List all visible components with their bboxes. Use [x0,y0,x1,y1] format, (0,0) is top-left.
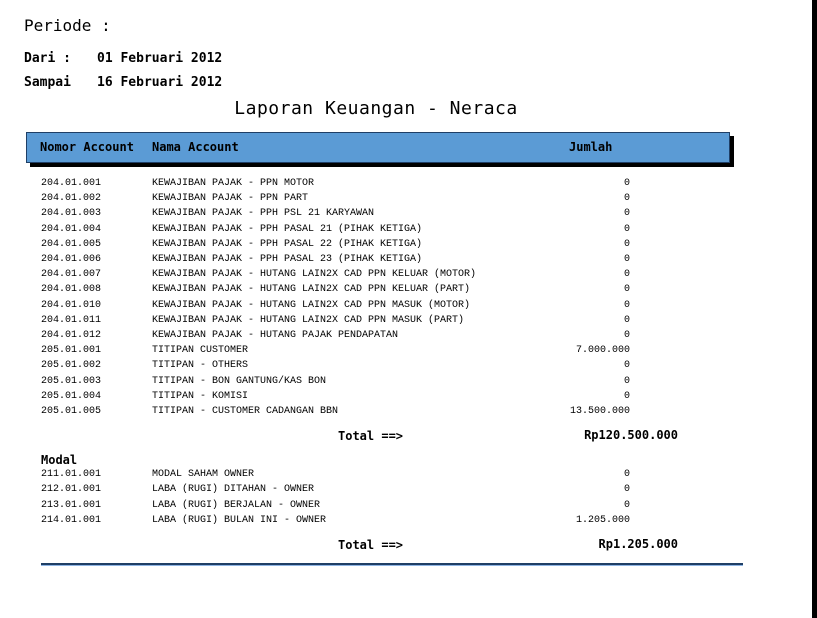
modal-total-value: Rp1.205.000 [598,537,678,551]
table-row [0,360,817,375]
account-name: KEWAJIBAN PAJAK - PPH PASAL 23 (PIHAK KETIGA) [152,254,423,265]
account-name: MODAL SAHAM OWNER [152,469,255,480]
dari-label: Dari : [24,51,71,66]
column-header-nomor: Nomor Account [40,140,134,154]
account-number: 205.01.003 [41,376,102,387]
account-amount: 0 [623,300,630,311]
account-number: 204.01.007 [41,269,102,280]
account-name: KEWAJIBAN PAJAK - HUTANG LAIN2X CAD PPN MASUK (PART) [152,315,465,326]
account-name: KEWAJIBAN PAJAK - PPH PASAL 21 (PIHAK KETIGA) [152,224,423,235]
table-row [0,484,817,499]
table-row [0,391,817,406]
account-amount: 0 [623,330,630,341]
account-number: 204.01.012 [41,330,102,341]
account-number: 204.01.002 [41,193,102,204]
column-header-jumlah: Jumlah [569,140,613,154]
account-amount: 0 [623,178,630,189]
account-name: TITIPAN - CUSTOMER CADANGAN BBN [152,406,339,417]
liabilities-total-value: Rp120.500.000 [584,428,678,442]
account-number: 214.01.001 [41,515,102,526]
account-number: 205.01.002 [41,360,102,371]
bottom-divider [41,563,743,566]
account-amount: 0 [623,391,630,402]
account-name: TITIPAN - BON GANTUNG/KAS BON [152,376,327,387]
account-number: 211.01.001 [41,469,102,480]
account-name: KEWAJIBAN PAJAK - PPH PASAL 22 (PIHAK KETIGA) [152,239,423,250]
table-row [0,224,817,239]
account-number: 204.01.001 [41,178,102,189]
account-name: KEWAJIBAN PAJAK - HUTANG LAIN2X CAD PPN MASUK (MOTOR) [152,300,471,311]
account-number: 204.01.011 [41,315,102,326]
table-row [0,208,817,223]
account-name: KEWAJIBAN PAJAK - HUTANG PAJAK PENDAPATAN [152,330,399,341]
table-row [0,469,817,484]
account-number: 213.01.001 [41,500,102,511]
account-amount: 0 [623,376,630,387]
table-row [0,300,817,315]
table-row [0,500,817,515]
table-row [0,515,817,530]
account-amount: 1.205.000 [575,515,630,526]
account-amount: 0 [623,469,630,480]
table-row [0,345,817,360]
account-amount: 13.500.000 [569,406,630,417]
table-row [0,254,817,269]
account-amount: 0 [623,239,630,250]
sampai-label: Sampai [24,75,71,90]
account-amount: 0 [623,284,630,295]
account-number: 205.01.001 [41,345,102,356]
account-number: 204.01.006 [41,254,102,265]
modal-total-label: Total ==> [338,538,404,552]
account-amount: 0 [623,500,630,511]
table-row [0,376,817,391]
account-name: TITIPAN - KOMISI [152,391,249,402]
report-title: Laporan Keuangan - Neraca [234,98,518,119]
account-number: 212.01.001 [41,484,102,495]
sampai-value: 16 Februari 2012 [97,75,223,90]
table-row [0,193,817,208]
table-row [0,178,817,193]
account-number: 204.01.008 [41,284,102,295]
account-amount: 0 [623,484,630,495]
table-row [0,284,817,299]
account-number: 204.01.010 [41,300,102,311]
table-row [0,406,817,421]
account-name: TITIPAN - OTHERS [152,360,249,371]
table-row [0,315,817,330]
account-name: KEWAJIBAN PAJAK - PPN MOTOR [152,178,315,189]
account-number: 204.01.004 [41,224,102,235]
account-amount: 0 [623,254,630,265]
liabilities-total-label: Total ==> [338,429,404,443]
account-name: KEWAJIBAN PAJAK - PPN PART [152,193,309,204]
modal-section-title: Modal [41,453,78,467]
dari-value: 01 Februari 2012 [97,51,223,66]
account-name: KEWAJIBAN PAJAK - PPH PSL 21 KARYAWAN [152,208,375,219]
account-amount: 0 [623,360,630,371]
account-name: TITIPAN CUSTOMER [152,345,249,356]
account-name: KEWAJIBAN PAJAK - HUTANG LAIN2X CAD PPN KELUAR (MOTOR) [152,269,477,280]
periode-label: Periode : [24,16,111,35]
account-amount: 7.000.000 [575,345,630,356]
account-number: 204.01.003 [41,208,102,219]
account-number: 205.01.005 [41,406,102,417]
account-name: LABA (RUGI) DITAHAN - OWNER [152,484,315,495]
table-row [0,239,817,254]
account-amount: 0 [623,208,630,219]
account-name: LABA (RUGI) BULAN INI - OWNER [152,515,327,526]
account-amount: 0 [623,269,630,280]
account-amount: 0 [623,193,630,204]
column-header-bar [26,132,730,163]
account-amount: 0 [623,315,630,326]
account-number: 205.01.004 [41,391,102,402]
account-amount: 0 [623,224,630,235]
column-header-nama: Nama Account [152,140,239,154]
table-row [0,330,817,345]
account-name: LABA (RUGI) BERJALAN - OWNER [152,500,321,511]
account-name: KEWAJIBAN PAJAK - HUTANG LAIN2X CAD PPN KELUAR (PART) [152,284,471,295]
account-number: 204.01.005 [41,239,102,250]
table-row [0,269,817,284]
